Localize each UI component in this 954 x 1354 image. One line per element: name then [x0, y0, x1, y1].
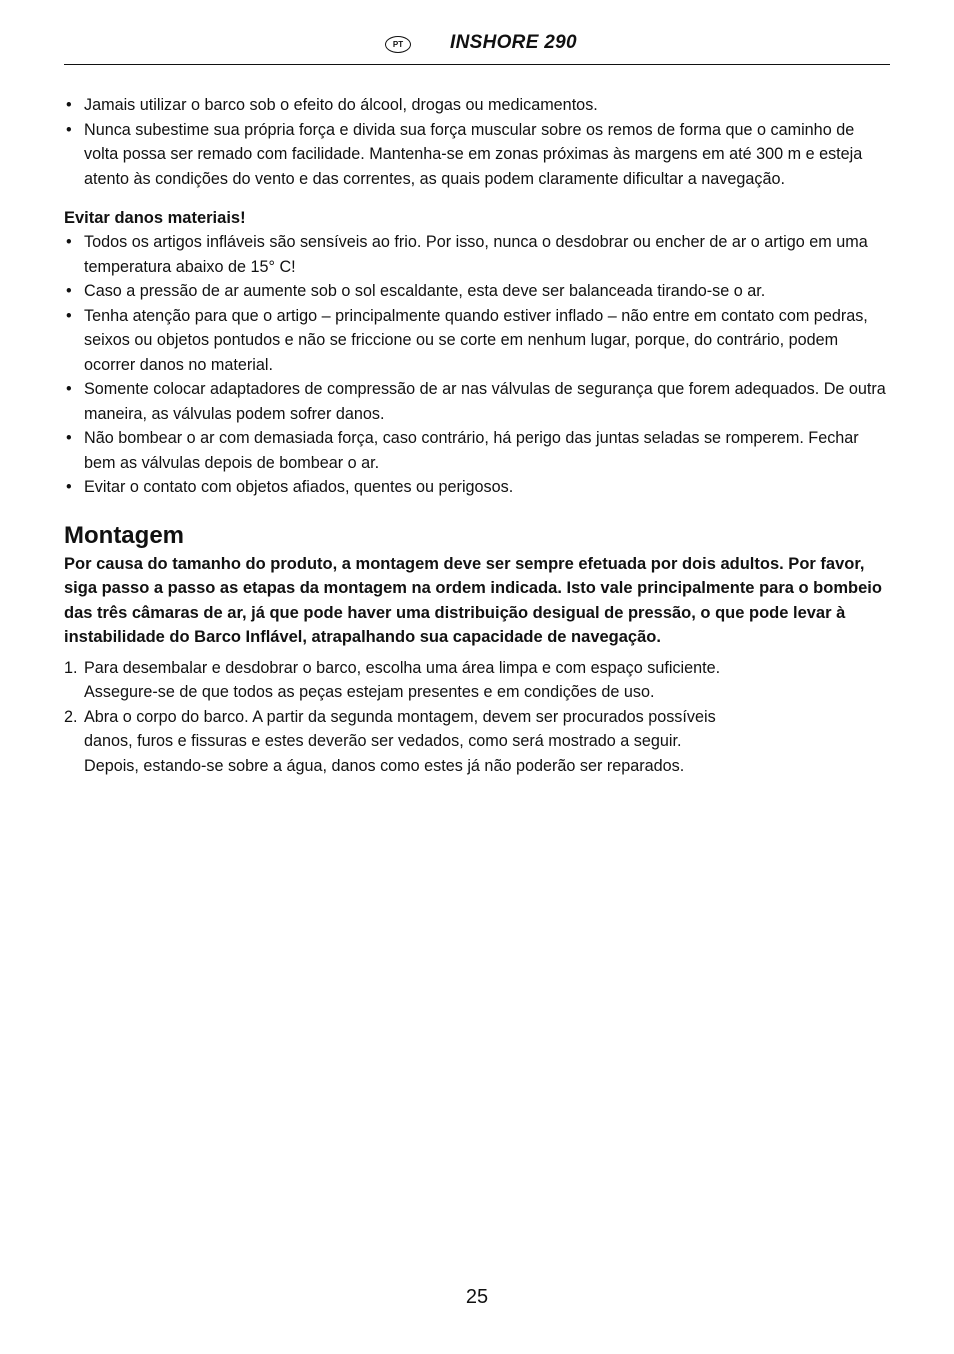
list-item: • Não bombear o ar com demasiada força, caso contrário, há perigo das juntas seladas se romperem. Fechar bem as válvulas depois de bombear o ar.	[64, 426, 892, 475]
product-title: INSHORE 290	[450, 32, 577, 53]
list-item: • Somente colocar adaptadores de compressão de ar nas válvulas de segurança que forem adequados. De outra maneira, as válvulas podem sofrer danos.	[64, 377, 892, 426]
list-item: • Tenha atenção para que o artigo – principalmente quando estiver inflado – não entre em contato com pedras, seixos ou objetos pontudos e não se friccione ou se corte em nenhum lugar, porque, do contrário, podem ocorrer danos no material.	[64, 304, 892, 378]
step-number: 1.	[64, 658, 78, 677]
page-content	[64, 93, 892, 778]
list-item: • Caso a pressão de ar aumente sob o sol escaldante, esta deve ser balanceada tirando-se o ar.	[64, 279, 892, 304]
step-line: Para desembalar e desdobrar o barco, escolha uma área limpa e com espaço suficiente.	[84, 658, 721, 677]
step-line: Assegure-se de que todos as peças estejam presentes e em condições de uso.	[84, 683, 655, 701]
list-item: • Todos os artigos infláveis são sensíveis ao frio. Por isso, nunca o desdobrar ou encher de ar o artigo em uma temperatura abaixo de 15° C!	[64, 230, 892, 279]
damage-heading: Evitar danos materiais!	[64, 209, 246, 227]
step-line: Depois, estando-se sobre a água, danos como estes já não poderão ser reparados.	[84, 756, 685, 775]
assembly-intro: Por causa do tamanho do produto, a montagem deve ser sempre efetuada por dois adultos. Por favor, siga passo a passo as etapas da montagem na ordem indicada. Isto vale principalmente para o bombeio das três câmaras de ar, já que pode haver uma distribuição desigual de pressão, o que pode levar à instabilidade do Barco Inflável, atrapalhando sua capacidade de navegação.	[64, 554, 882, 646]
safety-list	[64, 93, 892, 191]
step-item	[64, 656, 892, 705]
damage-list	[64, 230, 892, 500]
list-item: • Nunca subestime sua própria força e divida sua força muscular sobre os remos de forma que o caminho de volta possa ser remado com facilidade. Mantenha-se em zonas próximas às margens em até 300 m e esteja atento às condições do vento e das correntes, as quais podem claramente dificultar a navegação.	[64, 118, 892, 192]
step-line: Abra o corpo do barco. A partir da segunda montagem, devem ser procurados possíveis	[84, 707, 716, 726]
list-item: • Evitar o contato com objetos afiados, quentes ou perigosos.	[64, 475, 892, 500]
step-item	[64, 705, 892, 779]
page-header	[64, 30, 890, 65]
assembly-title: Montagem	[64, 521, 184, 549]
step-line: danos, furos e fissuras e estes deverão ser vedados, como será mostrado a seguir.	[84, 732, 682, 750]
assembly-steps	[64, 656, 892, 779]
list-item: • Jamais utilizar o barco sob o efeito do álcool, drogas ou medicamentos.	[64, 93, 892, 118]
page-number: 25	[465, 1286, 489, 1308]
language-badge: PT	[385, 36, 411, 53]
step-number: 2.	[64, 707, 78, 726]
